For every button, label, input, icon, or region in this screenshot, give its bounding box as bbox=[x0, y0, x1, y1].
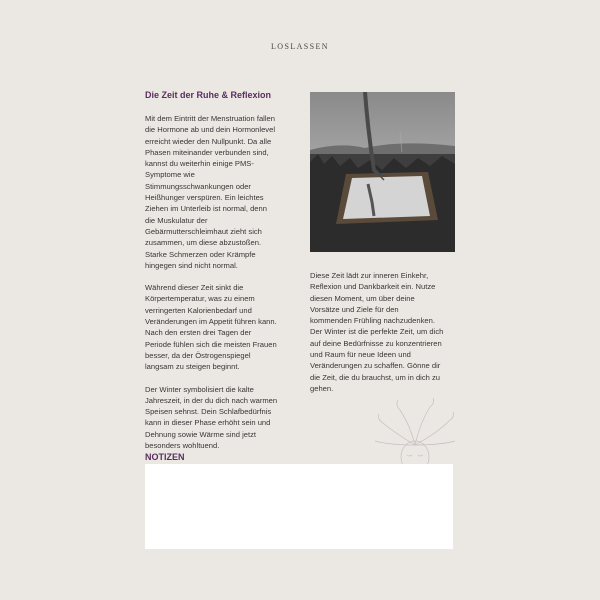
paragraph-winter: Der Winter symbolisiert die kalte Jahreszeit, in der du dich nach warmen Speisen sehnst. Dein Schlafbedürfnis kann in dieser Phase erhöht sein und Dehnung sowie Wärme sind jetzt besonders wohltuend. bbox=[145, 384, 278, 451]
paragraph-reflection: Diese Zeit lädt zur inneren Einkehr, Reflexion und Dankbarkeit ein. Nutze diesen Moment, um über deine Vorsätze und Ziele für den kommenden Frühling nachzudenken. Der Winter ist die perfekte Zeit, um dich auf deine Bedürfnisse zu konzentrieren und Raum für neue Ideen und Veränderungen zu schaffen. Gönne dir die Zeit, die du brauchst, um in dich zu gehen. bbox=[310, 271, 444, 393]
notes-area[interactable] bbox=[145, 464, 453, 549]
section-title: Die Zeit der Ruhe & Reflexion bbox=[145, 90, 272, 100]
paragraph-temperature: Während dieser Zeit sinkt die Körpertemperatur, was zu einem verringerten Kalorienbedarf und Veränderungen im Appetit führen kann. Nach den ersten drei Tagen der Periode fühlen sich die meisten Frauen besser, da der Östrogenspiegel langsam zu steigen beginnt. bbox=[145, 283, 277, 372]
brand-header: LOSLASSEN bbox=[271, 42, 329, 51]
right-text-column bbox=[310, 270, 456, 394]
mirror-photo bbox=[310, 92, 455, 252]
notes-title: NOTIZEN bbox=[145, 452, 185, 462]
paragraph-menstruation: Mit dem Eintritt der Menstruation fallen die Hormone ab und dein Hormonlevel erreicht wieder den Nullpunkt. Da alle Phasen miteinander verbunden sind, kannst du weiterhin einige PMS- Symptome wie Stimmungsschwankungen oder Heißhunger verspüren. Ein leichtes Ziehen im Unterleib ist normal, denn die Muskulatur der Gebärmutterschleimhaut zieht sich zusammen, um diese abzustoßen. Starke Schmerzen oder Krämpfe hingegen sind nicht normal. bbox=[145, 114, 276, 270]
left-text-column bbox=[145, 113, 295, 451]
